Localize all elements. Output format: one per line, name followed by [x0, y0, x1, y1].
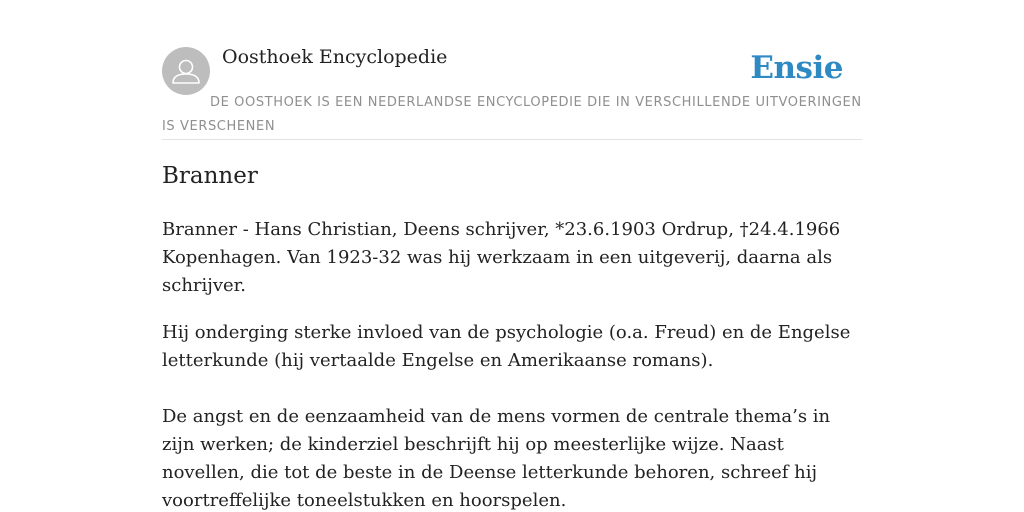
page-title: Branner — [162, 163, 258, 189]
site-header — [162, 0, 862, 140]
article-paragraph: De angst en de eenzaamheid van de mens vormen de centrale thema’s in zijn werken; de kinderziel beschrijft hij op meesterlijke wijze. Naast novellen, die tot de beste in de Deense letterkunde behoren, schreef hij voortreffelijke toneelstukken en hoorspelen. — [162, 406, 831, 511]
article-paragraph: Branner - Hans Christian, Deens schrijver, *23.6.1903 Ordrup, †24.4.1966 Kopenhagen. Van 1923-32 was hij werkzaam in een uitgeverij, daarna als schrijver. — [162, 219, 841, 296]
user-icon[interactable] — [162, 47, 210, 95]
page-container — [162, 0, 862, 511]
article-paragraph: Hij onderging sterke invloed van de psychologie (o.a. Freud) en de Engelse letterkunde (hij vertaalde Engelse en Amerikaanse romans). — [162, 322, 851, 371]
site-name-link[interactable]: Oosthoek Encyclopedie — [222, 46, 448, 68]
site-tagline: DE OOSTHOEK IS EEN NEDERLANDSE ENCYCLOPEDIE DIE IN VERSCHILLENDE UITVOERINGEN IS VERSCHENEN — [162, 95, 862, 134]
brand-logo[interactable]: Ensie — [750, 50, 843, 86]
